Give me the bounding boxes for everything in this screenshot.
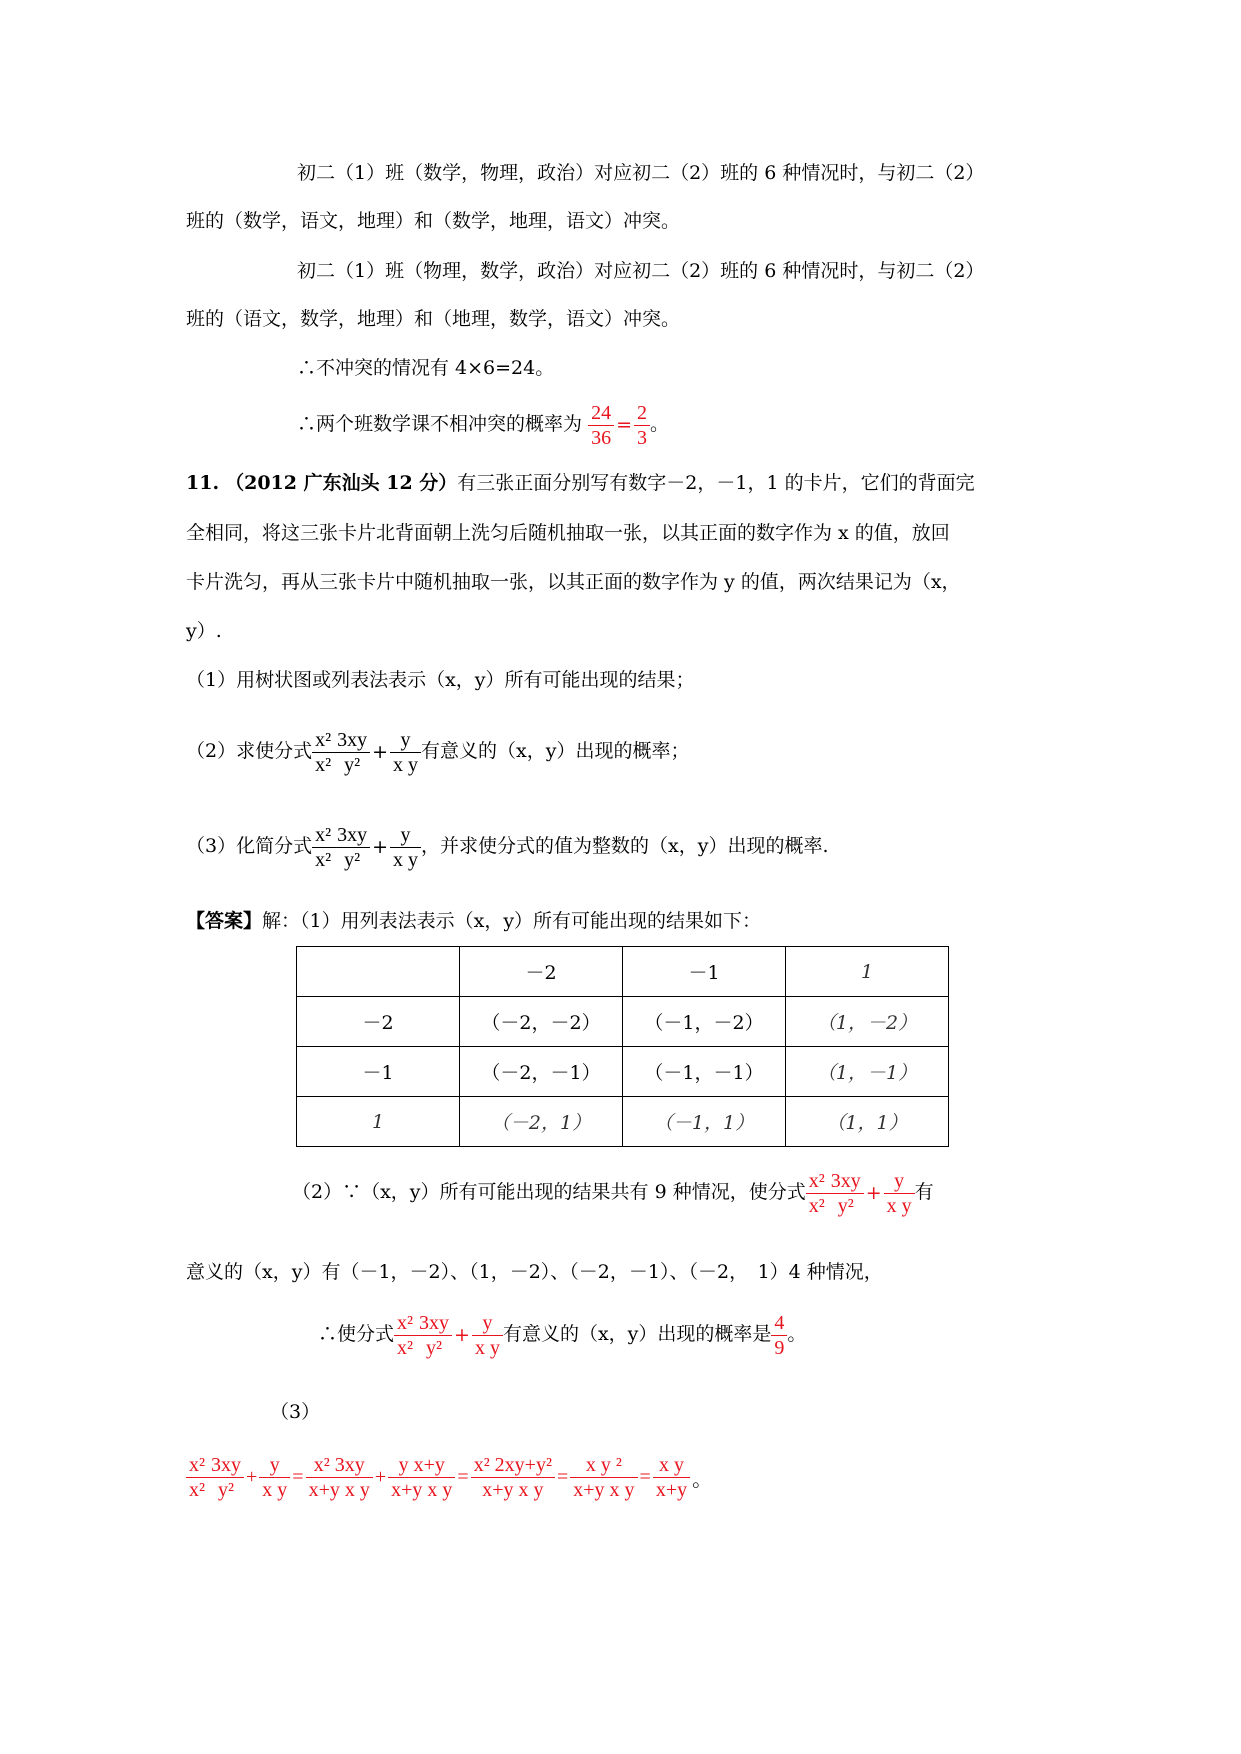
fraction-4-9 — [771, 1311, 787, 1360]
fraction-denominator: x y — [393, 753, 419, 776]
fraction-denominator: y² — [344, 848, 361, 871]
fraction-term — [259, 1453, 290, 1502]
fraction-term — [312, 823, 334, 872]
equals-sign: = — [639, 1466, 651, 1488]
fraction-term — [186, 1453, 208, 1502]
fraction-term — [390, 728, 421, 777]
fraction-denominator: x² — [315, 848, 332, 871]
fraction-term — [884, 1169, 915, 1218]
table-cell: （－2，1） — [460, 1097, 623, 1147]
fraction-term — [334, 823, 370, 872]
fraction-numerator: y x+y — [388, 1453, 455, 1478]
fraction-term — [806, 1169, 828, 1218]
fraction-denominator: x² — [315, 753, 332, 776]
fraction-denominator: x y — [393, 848, 419, 871]
fraction-numerator: 3xy — [208, 1453, 244, 1478]
plus-sign: + — [374, 1466, 387, 1488]
fraction-numerator: x² 3xy — [306, 1453, 373, 1478]
question-part-text: 有意义的（x，y）出现的概率； — [421, 740, 690, 762]
table-cell: （－1，－2） — [623, 997, 786, 1047]
table-cell: －2 — [460, 947, 623, 997]
paragraph-line: 初二（1）班（物理，数学，政治）对应初二（2）班的 6 种情况时，与初二（2） — [297, 260, 985, 282]
paragraph-line: 初二（1）班（数学，物理，政治）对应初二（2）班的 6 种情况时，与初二（2） — [297, 162, 985, 184]
fraction-denominator: y² — [837, 1194, 854, 1217]
table-cell: （1，－1） — [786, 1047, 949, 1097]
answer-tag: 【答案】 — [186, 910, 263, 932]
question-source: （2012 广东汕头 12 分） — [225, 472, 458, 494]
fraction-denominator: x+y x y — [391, 1479, 453, 1501]
fraction-numerator: 3xy — [828, 1169, 864, 1194]
fraction-numerator: 4 — [771, 1311, 787, 1336]
question-part-2 — [186, 722, 689, 781]
fraction-denominator: x y — [886, 1194, 912, 1217]
fraction-numerator: y — [390, 823, 421, 848]
answer-part-3-label: （3） — [270, 1401, 321, 1423]
fraction-denominator: y² — [426, 1336, 443, 1359]
table-cell: －2 — [297, 997, 460, 1047]
fraction-denominator: x+y x y — [482, 1479, 544, 1501]
equals-sign: = — [556, 1466, 569, 1488]
fraction-numerator: x y — [653, 1453, 690, 1478]
question-part-text: （2）求使分式 — [186, 740, 313, 762]
table-cell: （1，－2） — [786, 997, 949, 1047]
fraction-term — [472, 1311, 503, 1360]
fraction-term — [390, 823, 421, 872]
fraction-term — [828, 1169, 864, 1218]
fraction-term — [471, 1453, 555, 1502]
answer-part-2 — [292, 1163, 934, 1222]
fraction-numerator: 3xy — [334, 823, 370, 848]
paragraph-line: 班的（数学，语文，地理）和（数学，地理，语文）冲突。 — [186, 210, 681, 232]
answer-text: 有 — [914, 1181, 934, 1203]
table-row — [297, 947, 949, 997]
paragraph-line: 班的（语文，数学，地理）和（地理，数学，语文）冲突。 — [186, 308, 681, 330]
table-cell: 1 — [297, 1097, 460, 1147]
fraction-denominator: y² — [344, 753, 361, 776]
fraction-numerator: 3xy — [334, 728, 370, 753]
table-cell: （－1，1） — [623, 1097, 786, 1147]
period: 。 — [692, 1469, 713, 1491]
question-line: y）. — [186, 620, 222, 642]
fraction-term — [570, 1453, 637, 1502]
question-line: 卡片洗匀，再从三张卡片中随机抽取一张，以其正面的数字作为 y 的值，两次结果记为（x， — [186, 571, 961, 593]
fraction-denominator: 36 — [591, 426, 612, 449]
fraction-denominator: x² — [808, 1194, 825, 1217]
question-part-1: （1）用树状图或列表法表示（x，y）所有可能出现的结果； — [186, 669, 695, 691]
plus-sign: + — [454, 1324, 470, 1346]
fraction-denominator: x² — [189, 1479, 205, 1501]
answer-text: （2）∵（x，y）所有可能出现的结果共有 9 种情况，使分式 — [292, 1181, 806, 1203]
fraction-numerator: x² — [806, 1169, 828, 1194]
fraction-numerator: y — [472, 1311, 503, 1336]
fraction-numerator: 2 — [634, 401, 650, 426]
question-part-text: ，并求使分式的值为整数的（x，y）出现的概率. — [421, 835, 829, 857]
fraction-term — [388, 1453, 455, 1502]
fraction-numerator: x² 2xy+y² — [471, 1453, 555, 1478]
fraction-denominator: x y — [262, 1479, 288, 1501]
results-table — [296, 946, 949, 1147]
fraction-term — [306, 1453, 373, 1502]
fraction-numerator: x y ² — [570, 1453, 637, 1478]
plus-sign: + — [372, 836, 389, 858]
fraction-2-3 — [634, 401, 650, 450]
table-cell: －1 — [623, 947, 786, 997]
answer-intro — [186, 908, 761, 934]
fraction-numerator: y — [259, 1453, 290, 1478]
fraction-term — [208, 1453, 244, 1502]
question-line — [186, 470, 975, 496]
answer-text: 解：（1）用列表法表示（x，y）所有可能出现的结果如下： — [262, 910, 762, 932]
period: 。 — [649, 413, 669, 435]
equals-sign: = — [457, 1466, 469, 1488]
question-part-3 — [186, 817, 829, 876]
fraction-term — [416, 1311, 452, 1360]
fraction-denominator: x+y — [655, 1479, 688, 1501]
fraction-term — [394, 1311, 416, 1360]
fraction-denominator: x² — [397, 1336, 414, 1359]
plus-sign: + — [865, 1182, 882, 1204]
fraction-numerator: y — [390, 728, 421, 753]
answer-part-2-line2: 意义的（x，y）有（－1，－2）、（1，－2）、（－2，－1）、（－2， 1）4 种情况， — [186, 1261, 883, 1283]
table-row — [297, 1097, 949, 1147]
fraction-numerator: x² — [312, 728, 334, 753]
fraction-numerator: 24 — [588, 401, 614, 426]
fraction-numerator: x² — [186, 1453, 208, 1478]
answer-text: ∴使分式 — [318, 1323, 395, 1345]
fraction-denominator: y² — [218, 1479, 234, 1501]
paragraph-line: ∴不冲突的情况有 4×6=24。 — [297, 357, 555, 379]
question-line: 全相同，将这三张卡片北背面朝上洗匀后随机抽取一张，以其正面的数字作为 x 的值，放回 — [186, 522, 950, 544]
table-cell: （－2，－1） — [460, 1047, 623, 1097]
question-number: 11. — [186, 472, 220, 494]
table-cell — [297, 947, 460, 997]
fraction-term — [653, 1453, 690, 1502]
equals-sign: = — [616, 414, 632, 436]
table-row — [297, 1047, 949, 1097]
fraction-denominator: 3 — [636, 426, 647, 449]
answer-part-2-conclusion — [318, 1305, 806, 1364]
simplification-chain — [186, 1453, 714, 1502]
fraction-denominator: 9 — [774, 1336, 785, 1359]
plus-sign: + — [246, 1466, 258, 1488]
table-cell: －1 — [297, 1047, 460, 1097]
fraction-24-36 — [588, 401, 614, 450]
probability-text: ∴两个班数学课不相冲突的概率为 — [297, 413, 583, 435]
fraction-denominator: x y — [474, 1336, 500, 1359]
table-cell: （－1，－1） — [623, 1047, 786, 1097]
table-cell: （1，1） — [786, 1097, 949, 1147]
fraction-denominator: x+y x y — [573, 1479, 635, 1501]
fraction-numerator: x² — [394, 1311, 416, 1336]
table-cell: （－2，－2） — [460, 997, 623, 1047]
fraction-term — [312, 728, 334, 777]
plus-sign: + — [372, 741, 389, 763]
table-row — [297, 997, 949, 1047]
fraction-numerator: y — [884, 1169, 915, 1194]
fraction-denominator: x+y x y — [308, 1479, 370, 1501]
table-cell: 1 — [786, 947, 949, 997]
fraction-term — [334, 728, 370, 777]
fraction-numerator: x² — [312, 823, 334, 848]
probability-line — [297, 397, 669, 452]
answer-text: 有意义的（x，y）出现的概率是 — [502, 1323, 772, 1345]
fraction-numerator: 3xy — [416, 1311, 452, 1336]
period: 。 — [787, 1323, 807, 1345]
equals-sign: = — [292, 1466, 304, 1488]
question-text: 有三张正面分别写有数字－2，－1，1 的卡片，它们的背面完 — [457, 472, 975, 494]
question-part-text: （3）化简分式 — [186, 835, 313, 857]
